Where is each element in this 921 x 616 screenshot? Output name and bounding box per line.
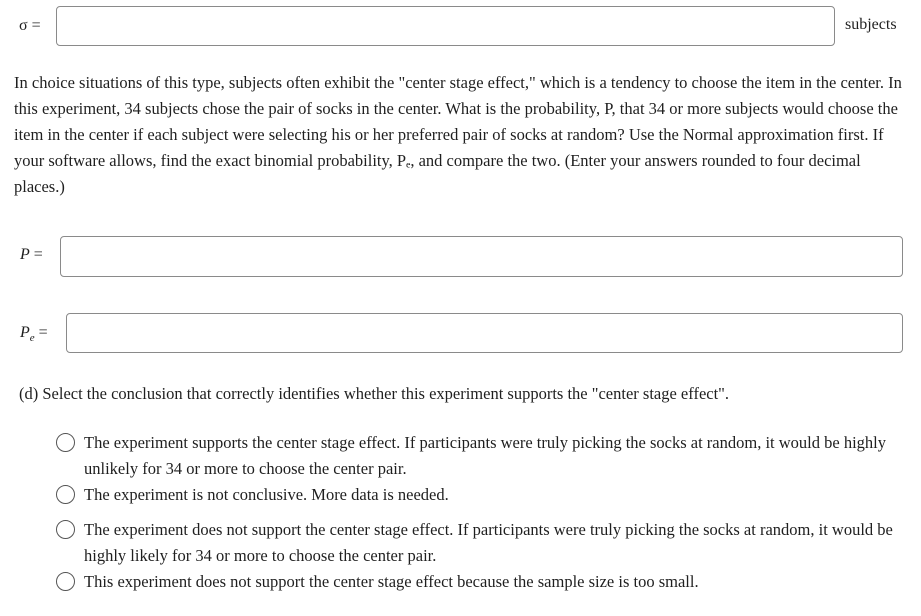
pe-label-sub: e	[29, 332, 35, 345]
option-1[interactable]	[56, 430, 906, 482]
option-4[interactable]	[56, 569, 906, 595]
question-text: In choice situations of this type, subjects often exhibit the "center stage effect," which is a tendency to choose the item in the center. In this experiment, 34 subjects chose the pair of socks in the center. What is the probability, P, that 34 or more subjects would choose the item in the center if each subject were selecting his or her preferred pair of socks at random? Use the Normal approximation first. If your software allows, find the exact binomial probability, Pₑ, and compare the two. (Enter your answers rounded to four decimal places.)	[14, 73, 902, 196]
option-2-text: The experiment is not conclusive. More data is needed.	[84, 485, 449, 504]
radio-option-1[interactable]	[56, 433, 75, 452]
pe-input[interactable]	[66, 313, 903, 353]
p-label-var: P	[20, 246, 30, 263]
option-1-text: The experiment supports the center stage effect. If participants were truly picking the socks at random, it would be highly unlikely for 34 or more to choose the center pair.	[84, 433, 886, 478]
radio-option-2[interactable]	[56, 485, 75, 504]
question-paragraph	[14, 70, 910, 200]
pe-label-eq: =	[38, 324, 48, 341]
pe-label-var: P	[20, 324, 30, 341]
p-input[interactable]	[60, 236, 903, 277]
part-d-prompt: (d) Select the conclusion that correctly identifies whether this experiment supports the "center stage effect".	[19, 384, 730, 403]
pe-label	[20, 324, 48, 344]
p-label-eq: =	[33, 246, 43, 263]
sigma-input[interactable]	[56, 6, 835, 46]
sigma-unit: subjects	[845, 16, 897, 33]
radio-option-4[interactable]	[56, 572, 75, 591]
p-label	[20, 246, 43, 264]
radio-option-3[interactable]	[56, 520, 75, 539]
option-4-text: This experiment does not support the center stage effect because the sample size is too small.	[84, 572, 699, 591]
option-3[interactable]	[56, 517, 906, 569]
sigma-label: σ =	[19, 17, 41, 34]
option-3-text: The experiment does not support the center stage effect. If participants were truly picking the socks at random, it would be highly likely for 34 or more to choose the center pair.	[84, 520, 893, 565]
option-2[interactable]	[56, 482, 906, 508]
